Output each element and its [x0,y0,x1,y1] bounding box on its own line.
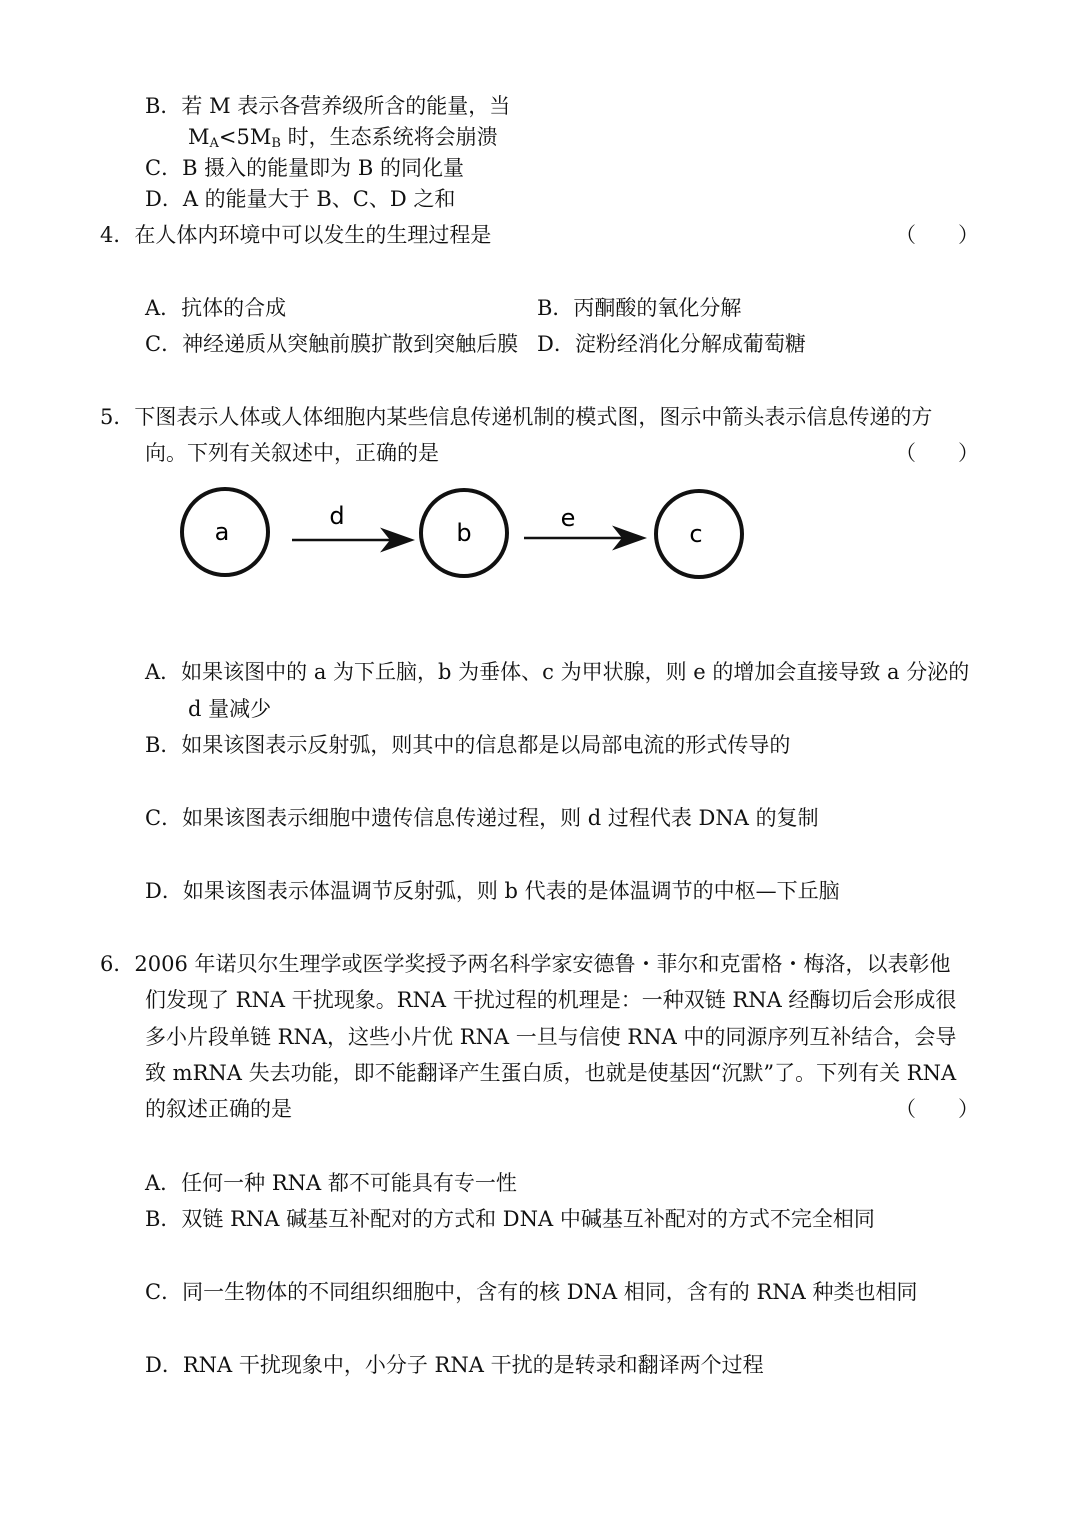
node-c-label: c [689,520,703,548]
q3-b-m1: M [188,125,210,149]
q6-stem-line3: 多小片段单链 RNA，这些小片优 RNA 一旦与信使 RNA 中的同源序列互补结合，会导 [145,1025,957,1049]
arrow-d-label: d [329,502,345,530]
arrow-e-label: e [560,504,576,532]
q6-stem-line2: 们发现了 RNA 干扰现象。RNA 干扰过程的机理是：一种双链 RNA 经酶切后会形成很 [145,988,957,1012]
q3-option-d: D．A 的能量大于 B、C、D 之和 [145,187,456,211]
q3-option-b-line1: B．若 M 表示各营养级所含的能量，当 [145,94,511,118]
q5-option-b: B．如果该图表示反射弧，则其中的信息都是以局部电流的形式传导的 [145,733,791,757]
q3-b-sub2: B [271,136,281,151]
q5-option-a-line2: d 量减少 [188,697,272,721]
q4-answer-paren: （ ） [895,223,979,247]
q3-option-c: C．B 摄入的能量即为 B 的同化量 [145,156,464,180]
q5-option-d: D．如果该图表示体温调节反射弧，则 b 代表的是体温调节的中枢—下丘脑 [145,879,840,903]
q6-option-b: B．双链 RNA 碱基互补配对的方式和 DNA 中碱基互补配对的方式不完全相同 [145,1207,875,1231]
node-a-label: a [214,518,230,546]
info-transfer-diagram [170,478,760,598]
q4-option-b: B．丙酮酸的氧化分解 [537,296,742,320]
q4-option-a: A．抗体的合成 [145,296,287,320]
q5-stem-line1: 5．下图表示人体或人体细胞内某些信息传递机制的模式图，图示中箭头表示信息传递的方 [100,405,933,429]
q5-option-a-line1: A．如果该图中的 a 为下丘脑，b 为垂体、c 为甲状腺，则 e 的增加会直接导致 a 分泌的 [145,660,970,684]
q4-option-c: C．神经递质从突触前膜扩散到突触后膜 [145,332,519,356]
q3-b-mid: <5M [218,125,272,149]
q6-answer-paren: （ ） [895,1097,979,1121]
q6-option-c: C．同一生物体的不同组织细胞中，含有的核 DNA 相同，含有的 RNA 种类也相同 [145,1280,918,1304]
q4-stem: 4．在人体内环境中可以发生的生理过程是 [100,223,492,247]
q4-option-d: D．淀粉经消化分解成葡萄糖 [537,332,806,356]
q3-option-b-line2 [188,123,498,158]
q6-stem-line5: 的叙述正确的是 [145,1097,292,1121]
q6-stem-line1: 6．2006 年诺贝尔生理学或医学奖授予两名科学家安德鲁・菲尔和克雷格・梅洛，以表彰他 [100,952,951,976]
q6-option-a: A．任何一种 RNA 都不可能具有专一性 [145,1171,517,1195]
q6-option-d: D．RNA 干扰现象中，小分子 RNA 干扰的是转录和翻译两个过程 [145,1353,764,1377]
q3-b-sub1: A [209,136,219,151]
q5-answer-paren: （ ） [895,441,979,465]
q3-b-rest: 时，生态系统将会崩溃 [280,125,498,149]
node-b-label: b [456,519,472,547]
q5-option-c: C．如果该图表示细胞中遗传信息传递过程，则 d 过程代表 DNA 的复制 [145,806,819,830]
q6-stem-line4: 致 mRNA 失去功能，即不能翻译产生蛋白质，也就是使基因“沉默”了。下列有关 RNA [145,1061,957,1085]
q5-stem-line2: 向。下列有关叙述中，正确的是 [145,441,439,465]
